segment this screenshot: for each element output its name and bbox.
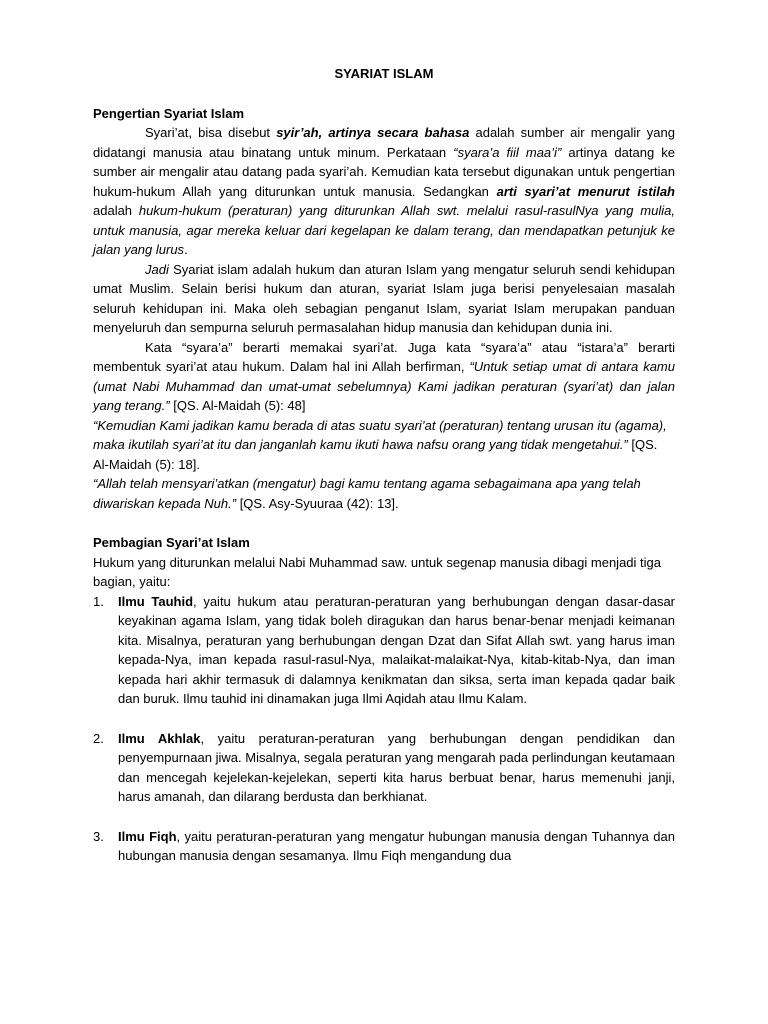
citation: [QS. Al-Maidah (5): 18]. bbox=[93, 437, 658, 472]
text-run: artinya datang ke sumber air mengalir atau datang pada syari’ah. Kemudian kata tersebut digunakan untuk pengertian hukum-hukum Allah yang diturunkan untuk manusia. Sedangkan bbox=[93, 144, 675, 199]
paragraph-quote-syuuraa bbox=[93, 474, 675, 513]
emphasis-text: Jadi bbox=[145, 261, 169, 277]
list-term: Ilmu Akhlak bbox=[118, 730, 201, 746]
list-text: , yaitu peraturan-peraturan yang mengatur hubungan manusia dengan Tuhannya dan hubungan manusia dengan sesamanya. Ilmu Fiqh mengandung dua bbox=[118, 828, 675, 863]
document-title: SYARIAT ISLAM bbox=[334, 66, 434, 81]
citation: [QS. Asy-Syuuraa (42): 13]. bbox=[236, 495, 399, 511]
emphasis-text: hukum-hukum (peraturan) yang diturunkan Allah swt. melalui rasul-rasulNya yang mulia, untuk manusia, agar mereka keluar dari kegelapan ke dalam terang, dan mendapatkan petunjuk ke jalan yang lurus bbox=[93, 203, 675, 257]
text-run: Syari’at, bisa disebut bbox=[145, 125, 277, 140]
citation: [QS. Al-Maidah (5): 48] bbox=[169, 398, 306, 413]
text-run: Syariat islam adalah hukum dan aturan Islam yang mengatur seluruh sendi kehidupan umat Muslim. Selain berisi hukum dan aturan, syariat Islam juga berisi penyelesaian masalah seluruh kehidupan ini. Maka oleh sebagian penganut Islam, syariat Islam merupakan panduan menyeluruh dan sempurna seluruh permasalahan hidup manusia dan kehidupan dunia ini. bbox=[93, 261, 675, 335]
paragraph-etymology bbox=[93, 338, 675, 416]
list-number: 1. bbox=[93, 593, 104, 609]
list-term: Ilmu Tauhid bbox=[118, 593, 194, 609]
paragraph-definition bbox=[93, 123, 675, 260]
paragraph-intro: Hukum yang diturunkan melalui Nabi Muhammad saw. untuk segenap manusia dibagi menjadi tiga bagian, yaitu: bbox=[93, 554, 661, 589]
list-item-body bbox=[118, 827, 675, 866]
quote-text: “Untuk setiap umat di antara kamu (umat Nabi Muhammad dan umat-umat sebelumnya) Kami jadikan peraturan (syari’at) dan jalan yang terang.” bbox=[93, 359, 675, 413]
list-item-tauhid bbox=[93, 592, 675, 709]
list-text: , yaitu peraturan-peraturan yang berhubungan dengan pendidikan dan penyempurnaan jiwa. Misalnya, segala peraturan yang mengarah pada perlindungan keutamaan dan mencegah kejelekan-kejelekan, seperti kita harus berbuat benar, harus memenuhi janji, harus amanah, dan dilarang berdusta dan berkhianat. bbox=[118, 730, 675, 804]
emphasis-text: “syara’a fiil maa’i” bbox=[453, 144, 562, 160]
list-number: 2. bbox=[93, 730, 104, 746]
spacer bbox=[93, 513, 675, 533]
quote-text: “Kemudian Kami jadikan kamu berada di atas suatu syari’at (peraturan) tentang urusan itu (agama), maka ikutilah syari’at itu dan janganlah kamu ikuti hawa nafsu orang yang tidak mengetahui.” bbox=[93, 417, 667, 452]
text-run: Kata “syara’a” berarti memakai syari’at. Juga kata “syara’a” atau “istara’a” berarti membentuk syari’at atau hukum. Dalam hal ini Allah berfirman, bbox=[93, 339, 675, 374]
list-text: , yaitu hukum atau peraturan-peraturan yang berhubungan dengan dasar-dasar keyakinan agama Islam, yang tidak boleh diragukan dan harus benar-benar menjadi keimanan kita. Misalnya, peraturan yang berhubungan dengan Dzat dan Sifat Allah swt. yang harus iman kepada-Nya, iman kepada rasul-rasul-Nya, malaikat-malaikat-Nya, kitab-kitab-Nya, dan iman kepada hari akhir termasuk di dalamnya kenikmatan dan siksa, serta iman kepada qadar baik dan buruk. Ilmu tauhid ini dinamakan juga Ilmi Aqidah atau Ilmu Kalam. bbox=[118, 593, 676, 706]
list-item-fiqh bbox=[93, 827, 675, 866]
emphasis-text: arti syari’at menurut istilah bbox=[496, 183, 675, 199]
text-run: adalah bbox=[93, 203, 139, 218]
list-item-akhlak bbox=[93, 729, 675, 807]
list-item-body bbox=[118, 592, 675, 709]
paragraph-quote-maidah bbox=[93, 416, 675, 475]
list-number: 3. bbox=[93, 828, 104, 844]
quote-text: “Allah telah mensyari’atkan (mengatur) bagi kamu tentang agama sebagaimana apa yang telah diwariskan kepada Nuh.” bbox=[93, 476, 641, 511]
text-run: . bbox=[184, 242, 188, 257]
document-page bbox=[93, 64, 675, 866]
list-term: Ilmu Fiqh bbox=[118, 828, 177, 844]
section-heading-pembagian: Pembagian Syari’at Islam bbox=[93, 535, 250, 550]
spacer bbox=[93, 807, 675, 827]
paragraph-summary bbox=[93, 260, 675, 338]
text-run: adalah sumber air mengalir yang didatangi manusia atau binatang untuk minum. Perkataan bbox=[93, 125, 675, 160]
emphasis-text: syir’ah, artinya secara bahasa bbox=[276, 125, 470, 140]
section-heading-pengertian: Pengertian Syariat Islam bbox=[93, 105, 245, 121]
spacer bbox=[93, 709, 675, 729]
list-item-body bbox=[118, 729, 675, 807]
